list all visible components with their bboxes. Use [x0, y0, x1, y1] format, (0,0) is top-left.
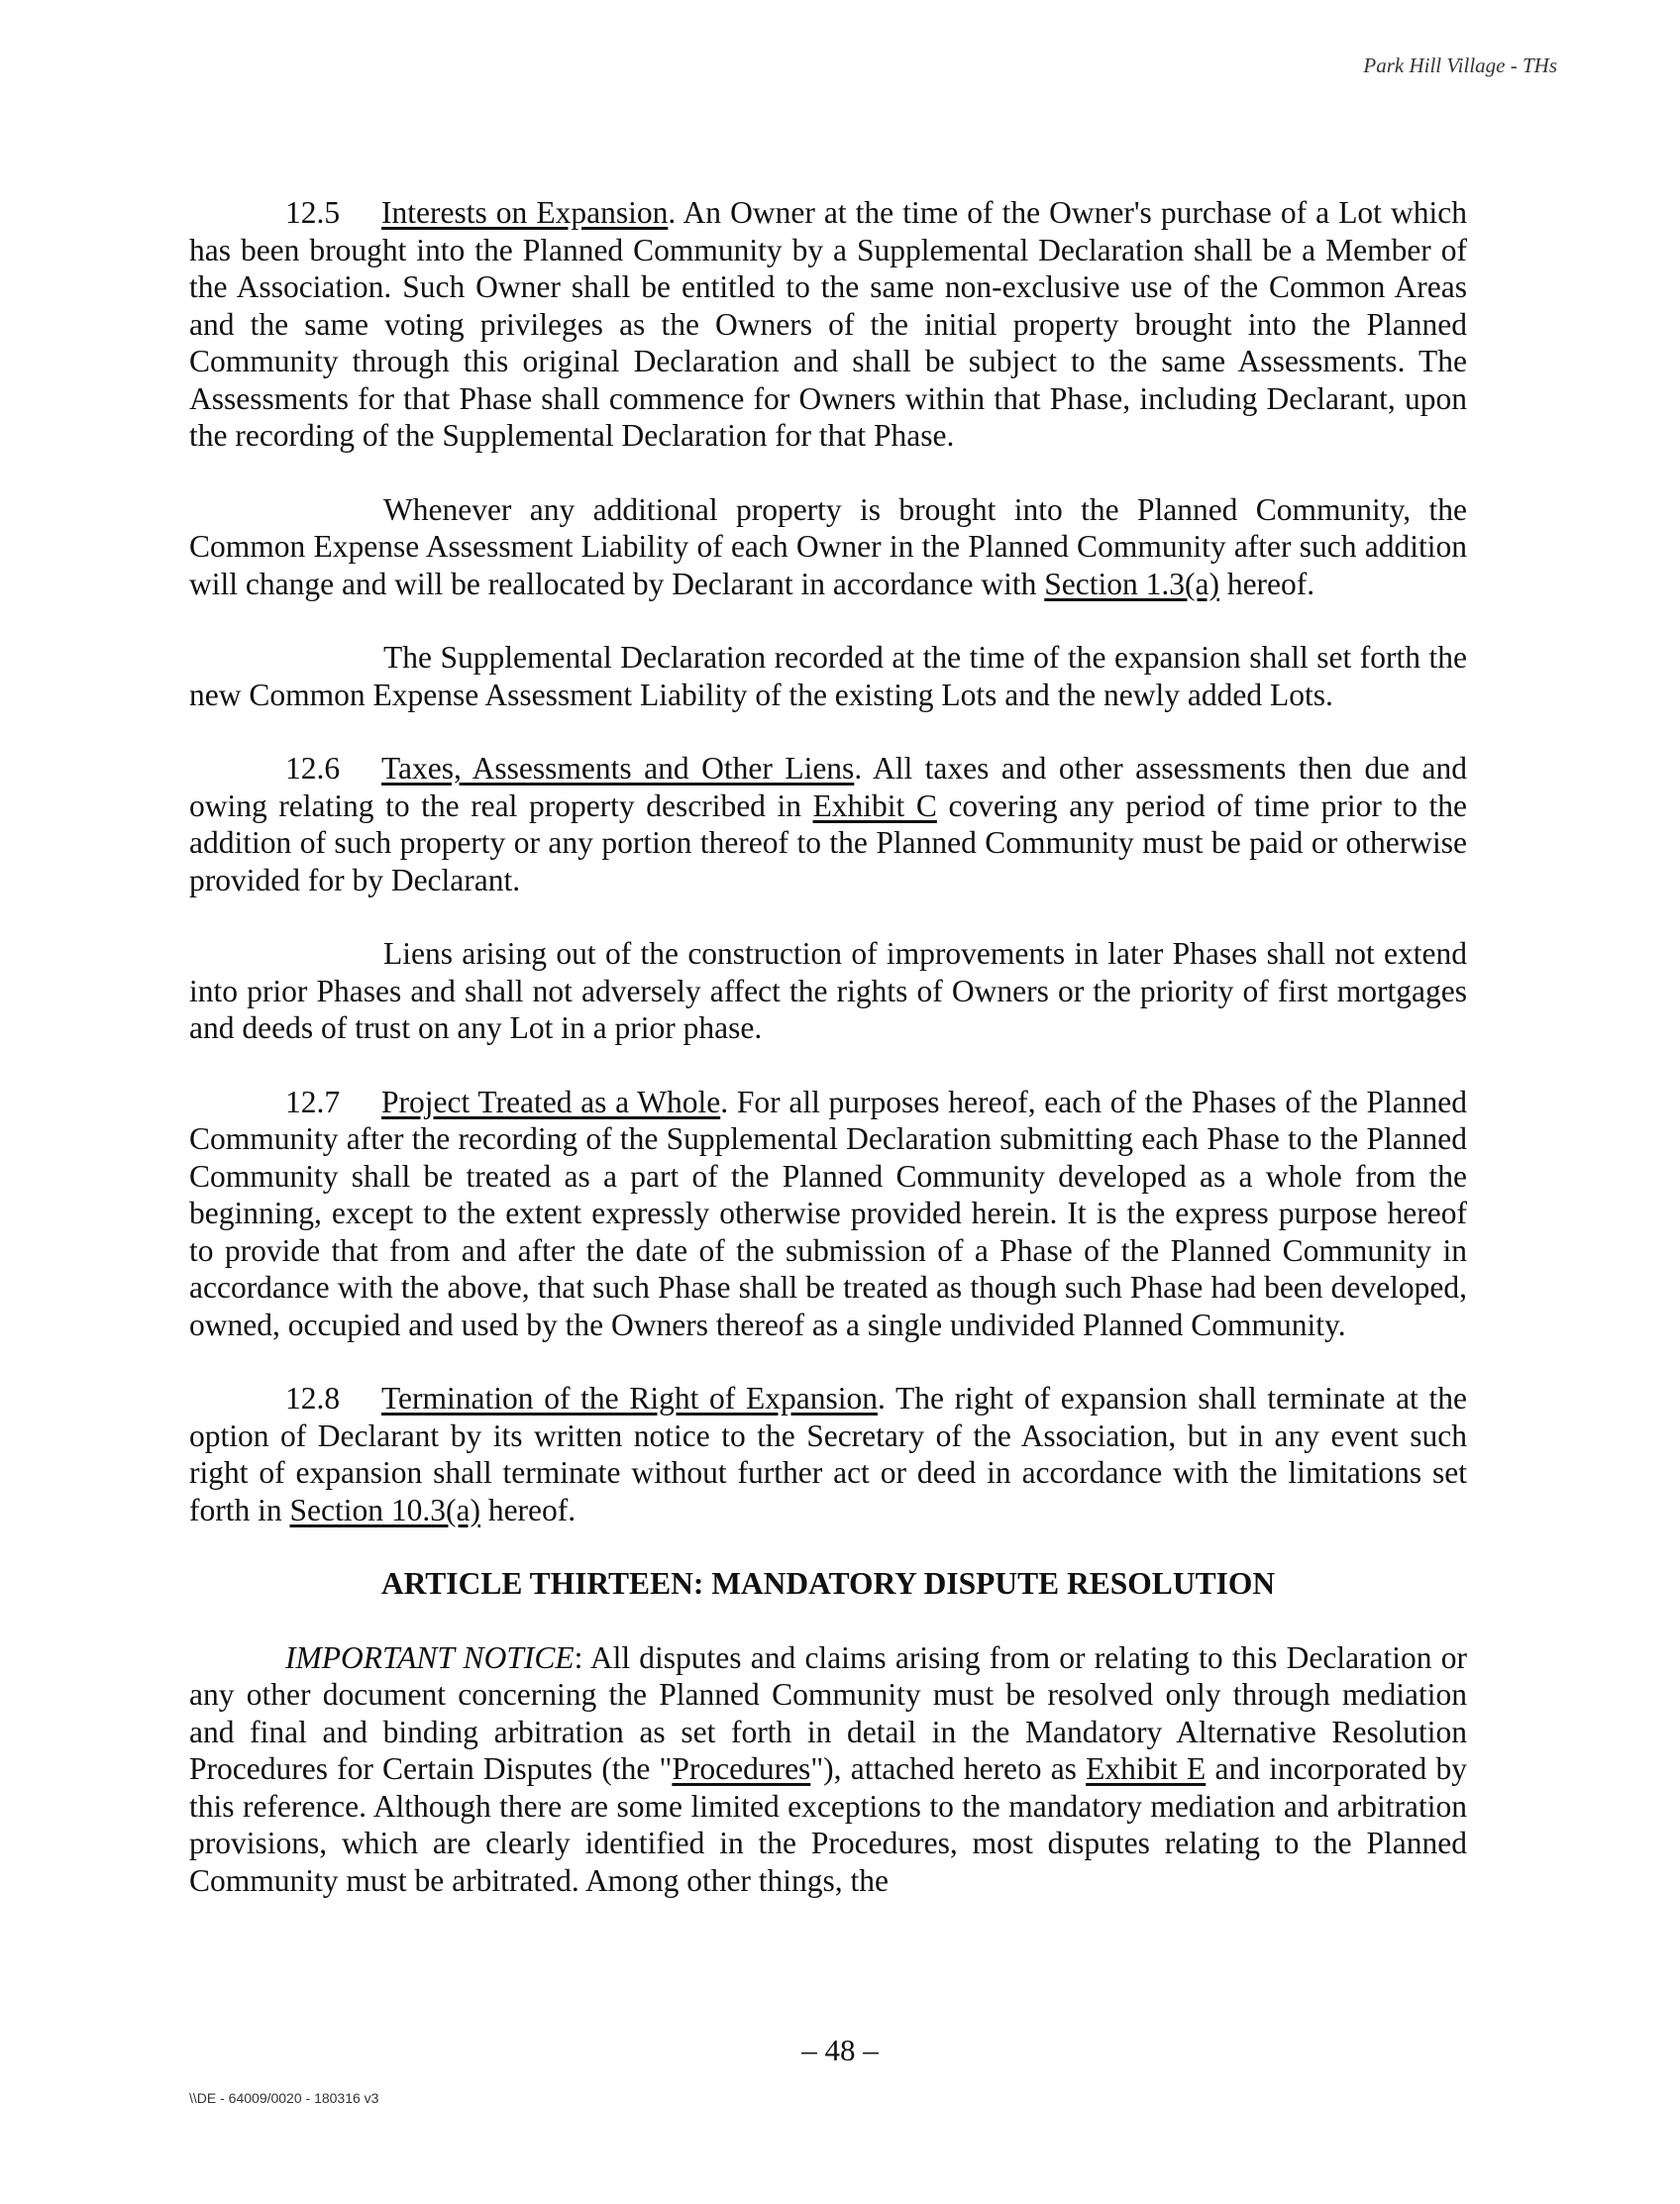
section-text: . An Owner at the time of the Owner's purchase of a Lot which has been brought into the Planned Community by a Supplemental Declaration shall be a Member of the Association. Such Owner shall be entitled to the same non-exclusive use of the Common Areas and the same voting privileges as the Owners of the initial property brought into the Planned Community through this original Declaration and shall be subject to the same Assessments. The Assessments for that Phase shall commence for Owners within that Phase, including Declarant, upon the recording of the Supplemental Declaration for that Phase. — [189, 195, 1467, 453]
section-heading: Project Treated as a Whole — [381, 1084, 721, 1119]
notice-text-2: "), attached hereto as — [810, 1751, 1087, 1786]
important-notice — [189, 1639, 1467, 1900]
section-heading: Termination of the Right of Expansion — [381, 1381, 878, 1416]
exhibit-reference: Exhibit E — [1086, 1751, 1207, 1786]
section-12-5 — [189, 194, 1467, 455]
paragraph-text-end: hereof. — [1218, 566, 1315, 601]
procedures-reference: Procedures — [672, 1751, 811, 1786]
section-12-5-paragraph-3: The Supplemental Declaration recorded at the time of the expansion shall set forth the new Common Expense Assessment Liability of the existing Lots and the newly added Lots. — [189, 640, 1467, 712]
section-number: 12.6 — [285, 751, 341, 786]
document-body — [189, 194, 1467, 1899]
section-heading: Taxes, Assessments and Other Liens — [381, 751, 855, 786]
running-header: Park Hill Village - THs — [1363, 53, 1557, 77]
exhibit-reference: Exhibit C — [812, 787, 937, 823]
document-id: \\DE - 64009/0020 - 180316 v3 — [189, 2090, 379, 2106]
section-text: . For all purposes hereof, each of the Phases of the Planned Community after the recording of the Supplemental Declaration submitting each Phase to the Planned Community shall be treated as a part of the Planned Community developed as a whole from the beginning, except to the extent expressly otherwise provided herein. It is the express purpose hereof to provide that from and after the date of the submission of a Phase of the Planned Community in accordance with the above, that such Phase shall be treated as though such Phase had been developed, owned, occupied and used by the Owners thereof as a single undivided Planned Community. — [189, 1084, 1468, 1342]
section-12-5-paragraph-2 — [189, 491, 1467, 603]
section-reference: Section 1.3(a) — [1044, 566, 1219, 601]
notice-text-3: and incorporated by this reference. Although there are some limited exceptions to the mandatory mediation and arbitration provisions, which are clearly identified in the Procedures, most disputes relating to the Planned Community must be arbitrated. Among other things, the — [189, 1751, 1467, 1898]
section-12-7 — [189, 1084, 1467, 1344]
page-number: – 48 – — [801, 2033, 879, 2067]
section-12-8 — [189, 1380, 1467, 1528]
section-number: 12.7 — [285, 1084, 341, 1119]
section-12-6 — [189, 750, 1467, 898]
section-12-6-paragraph-2: Liens arising out of the construction of improvements in later Phases shall not extend into prior Phases and shall not adversely affect the rights of Owners or the priority of first mortgages and deeds of trust on any Lot in a prior phase. — [189, 936, 1467, 1045]
notice-text: All disputes and claims arising from or relating to this Declaration or any other document concerning the Planned Community must be resolved only through mediation and final and binding arbitration as set forth in detail in the Mandatory Alternative Resolution Procedures for Certain Disputes (the " — [189, 1639, 1467, 1786]
paragraph-text: Whenever any additional property is brought into the Planned Community, the Common Expense Assessment Liability of each Owner in the Planned Community after such addition will change and will be reallocated by Declarant in accordance with — [189, 491, 1467, 601]
section-text-end: covering any period of time prior to the addition of such property or any portion thereof to the Planned Community must be paid or otherwise provided for by Declarant. — [189, 787, 1467, 897]
section-number: 12.8 — [285, 1381, 341, 1416]
article-heading: ARTICLE THIRTEEN: MANDATORY DISPUTE RESOLUTION — [380, 1566, 1276, 1601]
section-number: 12.5 — [285, 195, 341, 230]
section-text: . The right of expansion shall terminate at the option of Declarant by its written notice to the Secretary of the Association, but in any event such right of expansion shall terminate without further act or deed in accordance with the limitations set forth in — [189, 1381, 1467, 1527]
notice-colon: : — [574, 1639, 583, 1675]
notice-label: IMPORTANT NOTICE — [285, 1639, 575, 1675]
section-reference: Section 10.3(a) — [289, 1492, 480, 1527]
section-heading: Interests on Expansion — [381, 195, 669, 230]
section-text: . All taxes and other assessments then due and owing relating to the real property described in — [189, 751, 1467, 823]
section-text-end: hereof. — [479, 1492, 577, 1527]
